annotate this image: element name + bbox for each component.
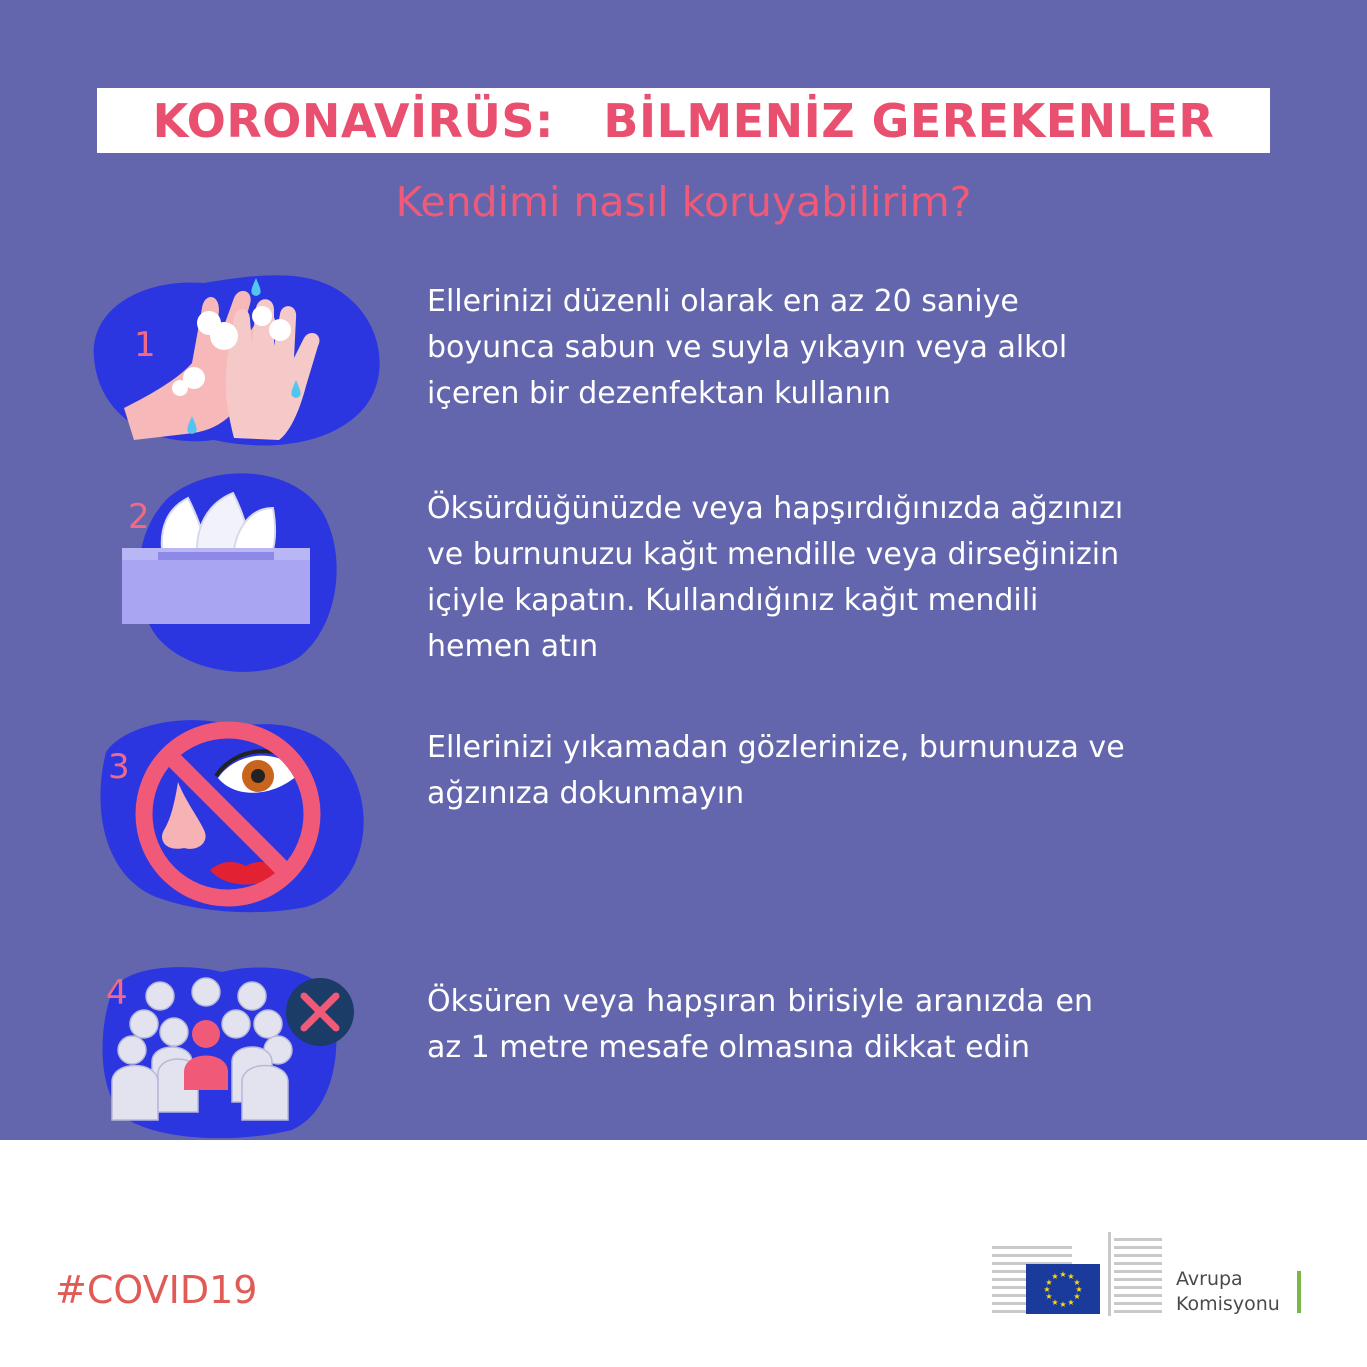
svg-text:★: ★ (1067, 1298, 1075, 1307)
ec-logo-accent-bar (1297, 1271, 1301, 1313)
tip-number: 3 (108, 747, 130, 787)
tissue-box-icon (108, 468, 340, 674)
svg-text:★: ★ (1073, 1278, 1081, 1287)
svg-text:★: ★ (1075, 1285, 1083, 1294)
tip-text: Ellerinizi yıkamadan gözlerinize, burnunuza ve ağzınıza dokunmayın (427, 730, 1125, 811)
crowd-distance-icon (92, 962, 358, 1138)
page-subtitle: Kendimi nasıl koruyabilirim? (395, 178, 972, 226)
tip-text: Öksürdüğünüzde veya hapşırdığınızda ağzınızı ve burnunuzu kağıt mendille veya dirseğinizin içiyle kapatın. Kullandığınız kağıt mendili hemen atın (427, 491, 1124, 664)
svg-text:★: ★ (1043, 1285, 1051, 1294)
svg-text:★: ★ (1073, 1292, 1081, 1301)
svg-text:★: ★ (1051, 1272, 1059, 1281)
hashtag: #COVID19 (55, 1268, 258, 1312)
svg-text:★: ★ (1051, 1298, 1059, 1307)
tip-number: 2 (128, 497, 150, 537)
title-banner (97, 88, 1270, 153)
tip-number: 1 (134, 325, 156, 365)
tip-text: Öksüren veya hapşıran birisiyle aranızda en az 1 metre mesafe olmasına dikkat edin (427, 984, 1093, 1065)
hand-washing-icon (84, 268, 386, 454)
ec-logo-line2: Komisyonu (1176, 1293, 1280, 1315)
tip-text: Ellerinizi düzenli olarak en az 20 saniye boyunca sabun ve suyla yıkayın veya alkol içeren bir dezenfektan kullanın (427, 284, 1068, 411)
svg-text:★: ★ (1045, 1292, 1053, 1301)
svg-text:★: ★ (1067, 1272, 1075, 1281)
tip-number: 4 (106, 973, 128, 1013)
svg-text:★: ★ (1059, 1270, 1067, 1279)
ec-logo-text (1176, 1267, 1280, 1317)
ec-logo-line1: Avrupa (1176, 1268, 1243, 1290)
svg-text:★: ★ (1059, 1300, 1067, 1309)
european-commission-logo (990, 1228, 1166, 1318)
no-touch-face-icon (86, 712, 368, 916)
page-title: KORONAVİRÜS: BİLMENİZ GEREKENLER (152, 93, 1215, 148)
svg-text:★: ★ (1045, 1278, 1053, 1287)
